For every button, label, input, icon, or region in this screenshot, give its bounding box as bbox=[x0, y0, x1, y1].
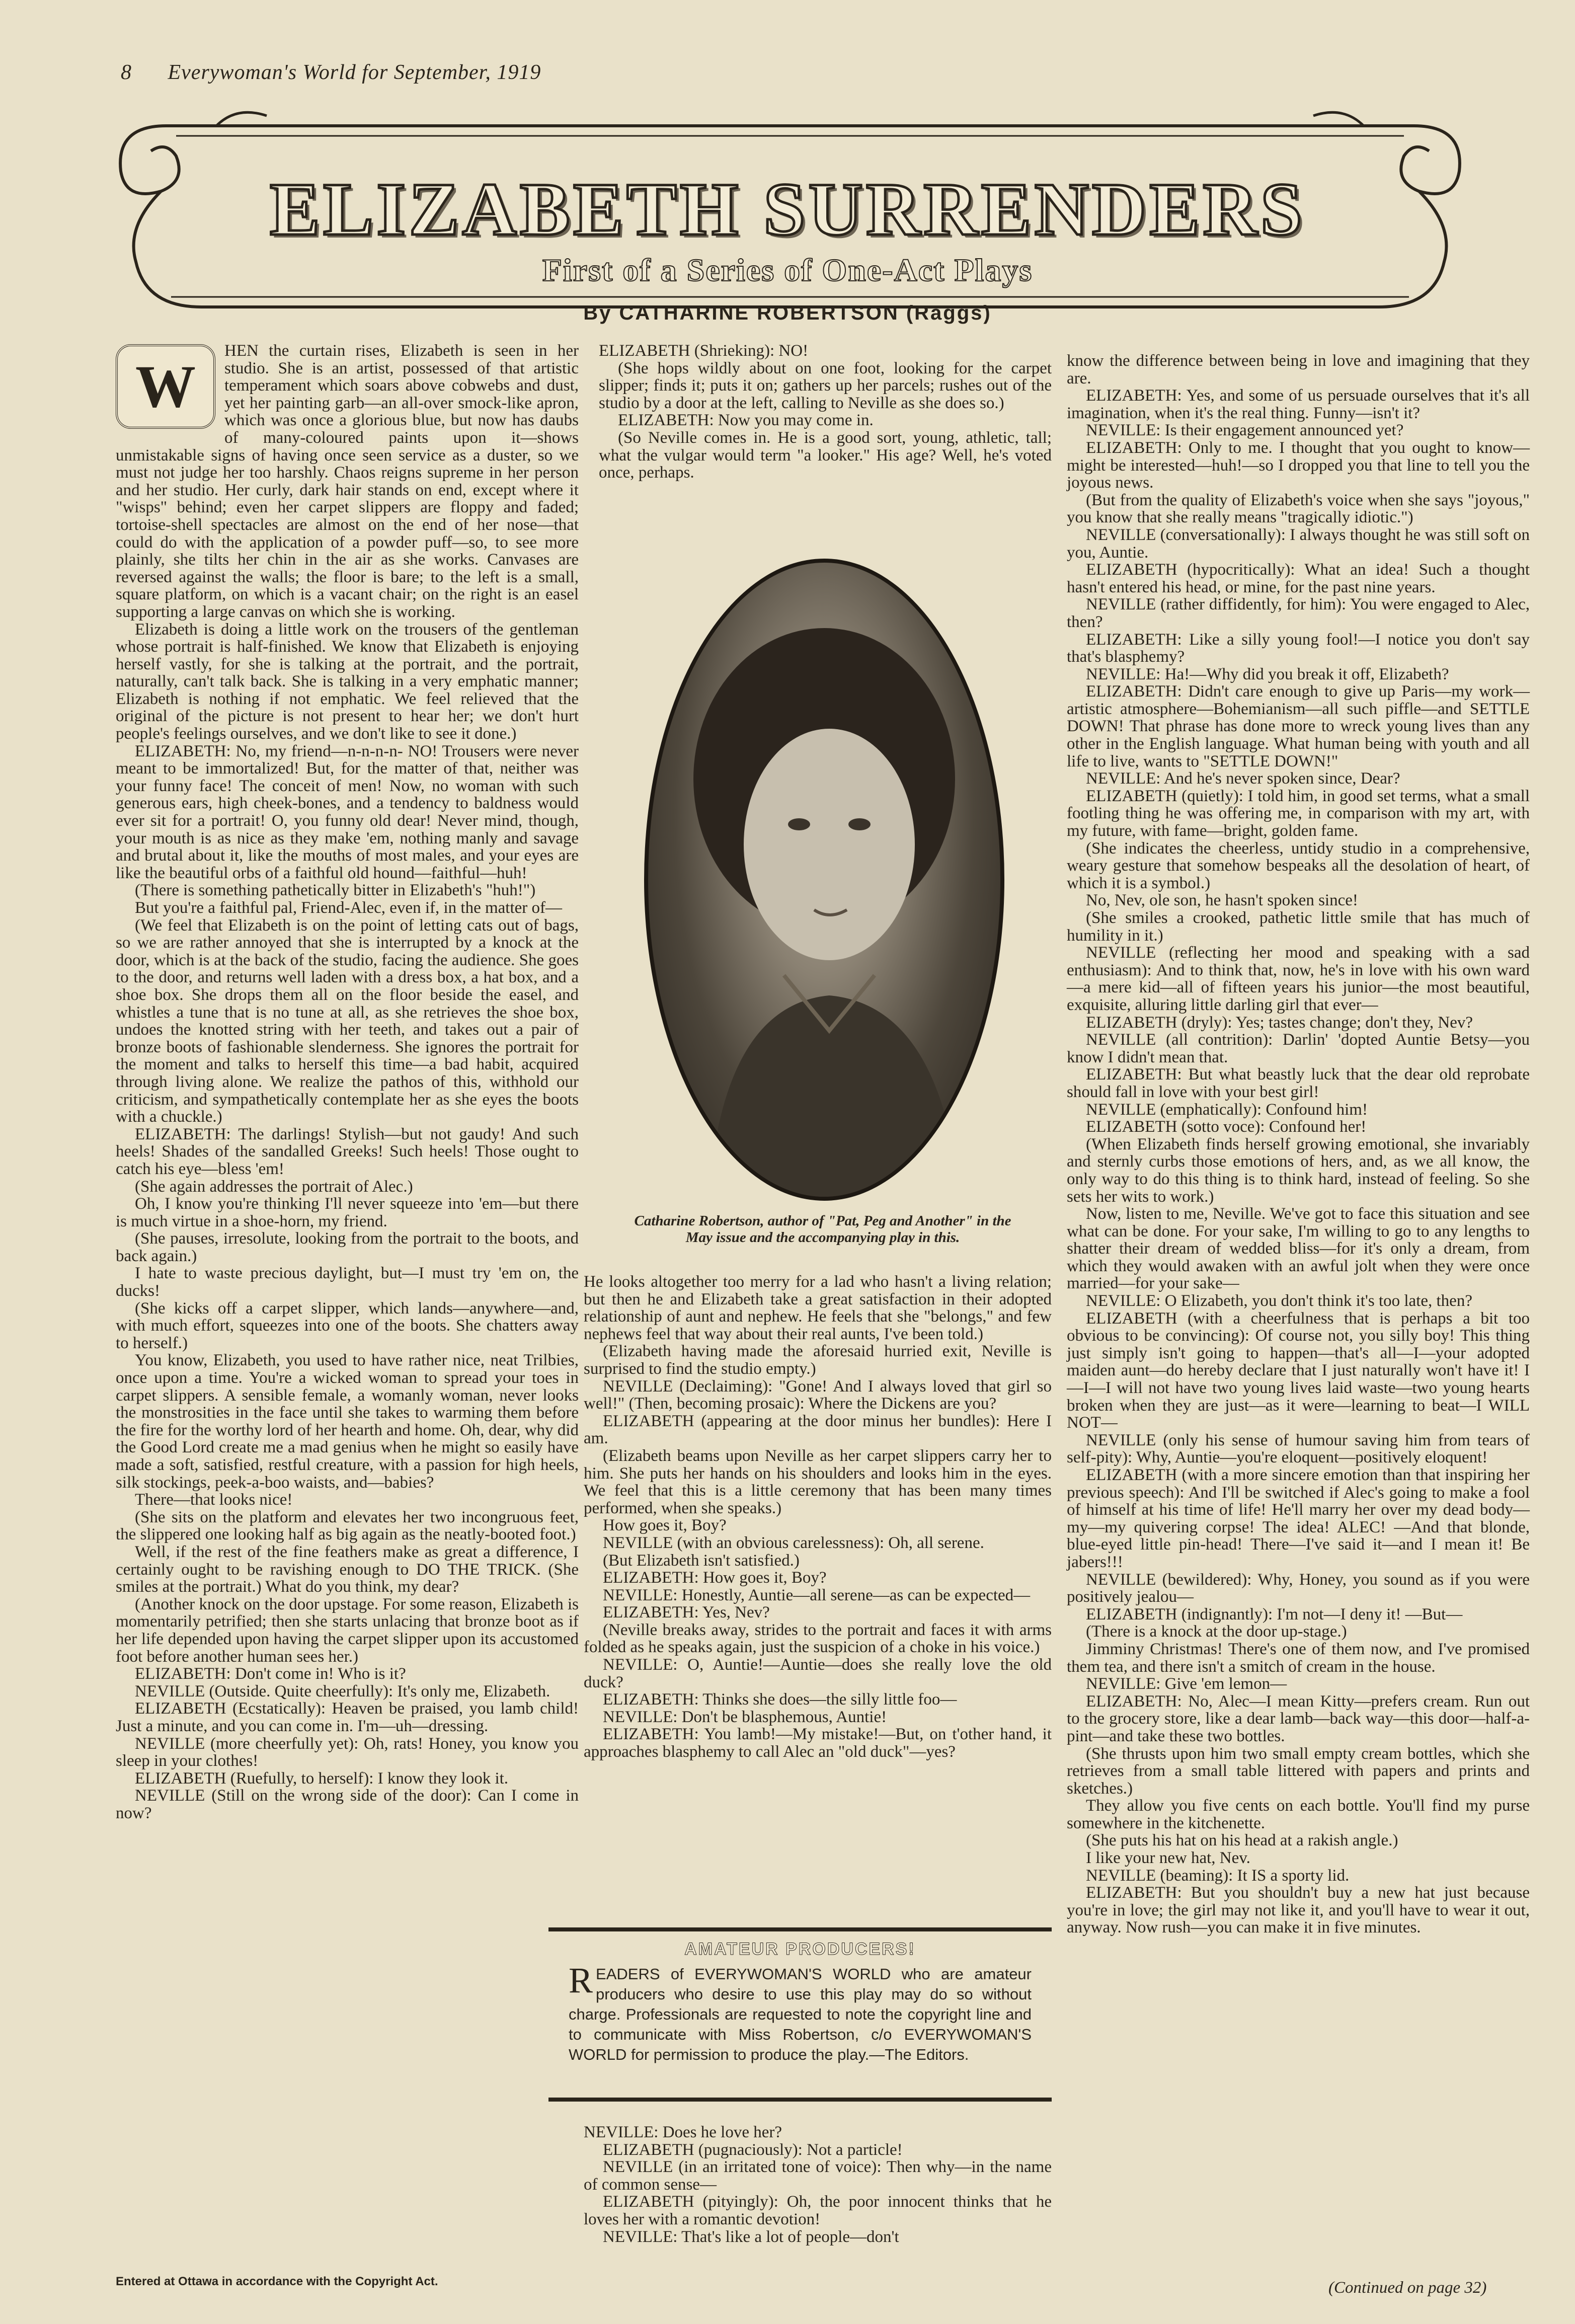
paragraph: NEVILLE (in an irritated tone of voice): Then why—in the name of common sense— bbox=[584, 2158, 1052, 2194]
paragraph: ELIZABETH (appearing at the door minus her bundles): Here I am. bbox=[584, 1412, 1052, 1448]
paragraph: Elizabeth is doing a little work on the trousers of the gentleman whose portrait is half-finished. We know that Elizabeth is enjoying herself vastly, for she is talking at the portrait, and the portrait, naturally, can't talk back. She is talking in a very emphatic manner; Elizabeth is nothing if not emphatic. We feel relieved that the original of the picture is not present to hear her; we don't hurt people's feelings ourselves, and we don't like to see it done.) bbox=[116, 620, 579, 743]
paragraph: ELIZABETH: No, Alec—I mean Kitty—prefers cream. Run out to the grocery store, like a dear lamb—back way—this door—half-a-pint—and take these two bottles. bbox=[1067, 1692, 1530, 1745]
copyright-footnote: Entered at Ottawa in accordance with the Copyright Act. bbox=[116, 2275, 438, 2288]
paragraph: NEVILLE (beaming): It IS a sporty lid. bbox=[1086, 1866, 1350, 1885]
paragraph: NEVILLE (Declaiming): "Gone! And I always loved that girl so well!" (Then, becoming prosaic): Where the Dickens are you? bbox=[584, 1377, 1052, 1413]
paragraph: NEVILLE: And he's never spoken since, Dear? bbox=[1086, 769, 1400, 788]
paragraph: ELIZABETH (with a cheerfulness that is perhaps a bit too obvious to be convincing): Of course not, you silly boy! This thing just simply isn't going to happen—that's all—I—your adopted maiden aunt—do hereby declare that I just naturally won't have it! I—I—I will not have two young lives laid waste—two young hearts broken when they are just—as it were—learning to beat—I WILL NOT— bbox=[1067, 1309, 1530, 1432]
right-column bbox=[1067, 352, 1530, 2305]
paragraph: No, Nev, ole son, he hasn't spoken since! bbox=[1086, 891, 1358, 910]
paragraph: ELIZABETH: Like a silly young fool!—I notice you don't say that's blasphemy? bbox=[1067, 630, 1530, 666]
paragraph: (She thrusts upon him two small empty cream bottles, which she retrieves from a small table littered with papers and prints and sketches.) bbox=[1067, 1744, 1530, 1798]
paragraph: (She pauses, irresolute, looking from the portrait to the boots, and back again.) bbox=[116, 1229, 579, 1265]
paragraph: ELIZABETH (Ecstatically): Heaven be praised, you lamb child! Just a minute, and you can come in. I'm—uh—dressing. bbox=[116, 1699, 579, 1735]
paragraph: NEVILLE: Does he love her? bbox=[584, 2123, 782, 2141]
paragraph: ELIZABETH: Yes, Nev? bbox=[603, 1603, 770, 1622]
paragraph: (She again addresses the portrait of Alec.) bbox=[135, 1177, 413, 1196]
notice-drop-cap: R bbox=[569, 1960, 593, 2000]
paragraph: He looks altogether too merry for a lad who hasn't a living relation; but then he and Elizabeth take a great satisfaction in their adopted relationship of aunt and nephew. He feels that she "belongs," and few nephews feel that way about their real aunts, I've been told.) bbox=[584, 1273, 1052, 1343]
paragraph: (Elizabeth having made the aforesaid hurried exit, Neville is surprised to find the studio empty.) bbox=[584, 1342, 1052, 1378]
paragraph: ELIZABETH: Now you may come in. bbox=[618, 411, 874, 430]
paragraph: NEVILLE: That's like a lot of people—don't bbox=[603, 2227, 899, 2246]
paragraph: ELIZABETH: Didn't care enough to give up Paris—my work—artistic atmosphere—Bohemianism—all such piffle—and SETTLE DOWN! That phrase has done more to wreck young lives than any other in the English language. What human being with youth and all life to live, wants to "SETTLE DOWN!" bbox=[1067, 682, 1530, 770]
paragraph: (She smiles a crooked, pathetic little smile that has much of humility in it.) bbox=[1067, 909, 1530, 945]
paragraph: (So Neville comes in. He is a good sort, young, athletic, tall; what the vulgar would term "a looker." His age? Well, he's voted once, perhaps. bbox=[599, 428, 1052, 482]
paragraph: (Elizabeth beams upon Neville as her carpet slippers carry her to him. She puts her hands on his shoulders and looks him in the eyes. We feel that this is a little ceremony that has been many times performed, when she speaks.) bbox=[584, 1446, 1052, 1517]
paragraph: ELIZABETH (pugnaciously): Not a particle! bbox=[603, 2140, 903, 2159]
paragraph: NEVILLE: O Elizabeth, you don't think it's too late, then? bbox=[1086, 1292, 1472, 1310]
paragraph: (There is something pathetically bitter in Elizabeth's "huh!") bbox=[135, 881, 536, 900]
paragraph: (She hops wildly about on one foot, looking for the carpet slipper; finds it; puts it on; gathers up her parcels; rushes out of the studio by a door at the left, calling to Neville as she does so.) bbox=[599, 359, 1052, 412]
paragraph: ELIZABETH: Thinks she does—the silly little foo— bbox=[603, 1690, 957, 1709]
notice-body bbox=[569, 1960, 1032, 2065]
paragraph: I like your new hat, Nev. bbox=[1086, 1849, 1250, 1868]
paragraph: NEVILLE (conversationally): I always thought he was still soft on you, Auntie. bbox=[1067, 525, 1530, 562]
middle-column-top bbox=[599, 342, 1052, 544]
paragraph: ELIZABETH (hypocritically): What an idea! Such a thought hasn't entered his head, or mine, for the past nine years. bbox=[1067, 561, 1530, 596]
middle-column-bottom bbox=[584, 1273, 1052, 1902]
paragraph: NEVILLE: Give 'em lemon— bbox=[1086, 1675, 1287, 1693]
paragraph: ELIZABETH (pityingly): Oh, the poor innocent thinks that he loves her with a romantic devotion! bbox=[584, 2193, 1052, 2228]
paragraph: ELIZABETH (with a more sincere emotion than that inspiring her previous speech): And I'll be switched if Alec's going to make a fool of himself at his time of life! He'll marry her over my dead body—my—my quivering corpse! The idea! ALEC! —And that blonde, blue-eyed little pin-head! There—I've said it—and I mean it! Be jabers!!! bbox=[1067, 1466, 1530, 1571]
paragraph: NEVILLE (emphatically): Confound him! bbox=[1086, 1100, 1368, 1119]
middle-column-end bbox=[584, 2124, 1052, 2305]
author-portrait bbox=[644, 559, 1004, 1201]
article-subtitle: First of a Series of One-Act Plays bbox=[542, 252, 1033, 288]
paragraph: (She puts his hat on his head at a rakish angle.) bbox=[1086, 1831, 1398, 1850]
paragraph: (She kicks off a carpet slipper, which lands—anywhere—and, with much effort, squeezes into one of the boots. She chatters away to herself.) bbox=[116, 1299, 579, 1352]
paragraph: ELIZABETH (Shrieking): NO! bbox=[599, 342, 809, 360]
paragraph: ELIZABETH: You lamb!—My mistake!—But, on t'other hand, it approaches blasphemy to call Alec an "old duck"—yes? bbox=[584, 1725, 1052, 1761]
paragraph: ELIZABETH: Only to me. I thought that you ought to know—might be interested—huh!—so I dropped you that line to tell you the joyous news. bbox=[1067, 438, 1530, 492]
paragraph: ELIZABETH: How goes it, Boy? bbox=[603, 1569, 827, 1587]
paragraph: ELIZABETH: But what beastly luck that the dear old reprobate should fall in love with your best girl! bbox=[1067, 1065, 1530, 1101]
drop-cap: W bbox=[116, 344, 215, 429]
paragraph: (She sits on the platform and elevates her two incongruous feet, the slippered one looking half as big again as the neatly-booted foot.) bbox=[116, 1508, 579, 1544]
paragraph: NEVILLE (bewildered): Why, Honey, you sound as if you were positively jealou— bbox=[1067, 1570, 1530, 1606]
paragraph: (But from the quality of Elizabeth's voice when she says "joyous," you know that she really means "tragically idiotic.") bbox=[1067, 491, 1530, 527]
paragraph: ELIZABETH (sotto voce): Confound her! bbox=[1086, 1118, 1367, 1136]
paragraph: You know, Elizabeth, you used to have rather nice, neat Trilbies, once upon a time. You're a wicked woman to spread your toes in carpet slippers. A sensible female, a womanly woman, never looks the monstrosities in the face until she takes to warming them before the fire for the worthy lord of her hearth and home. Oh, dear, why did the Good Lord create me a mad genius when he might so easily have made a soft, satisfied, restful creature, with a passion for high heels, silk stockings, peek-a-boo waists, and—babies? bbox=[116, 1351, 579, 1492]
paragraph: But you're a faithful pal, Friend-Alec, even if, in the matter of— bbox=[135, 899, 563, 917]
paragraph: How goes it, Boy? bbox=[603, 1516, 727, 1535]
paragraph: NEVILLE (Outside. Quite cheerfully): It's only me, Elizabeth. bbox=[135, 1682, 550, 1700]
paragraph: NEVILLE: O, Auntie!—Auntie—does she really love the old duck? bbox=[584, 1656, 1052, 1691]
publication-name: Everywoman's World for September, 1919 bbox=[168, 61, 541, 84]
paragraph: NEVILLE (with an obvious carelessness): Oh, all serene. bbox=[603, 1533, 984, 1552]
paragraph: ELIZABETH: No, my friend—n-n-n-n- NO! Trousers were never meant to be immortalized! But, for the matter of that, neither was your funny face! The conceit of men! Now, no woman with such generous ears, high cheek-bones, and a tendency to baldness would ever sit for a portrait! O, you funny old dear! Never mind, though, your mouth is as nice as they make 'em, nothing manly and savage and brutal about it, like the mouths of most males, and your eyes are like the beautiful orbs of a faithful old hound—faithful—huh! bbox=[116, 742, 579, 882]
paragraph: ELIZABETH (indignantly): I'm not—I deny it! —But— bbox=[1086, 1605, 1463, 1623]
running-header bbox=[121, 60, 541, 85]
paragraph: NEVILLE: Honestly, Auntie—all serene—as can be expected— bbox=[603, 1586, 1031, 1604]
paragraph: Well, if the rest of the fine feathers make as great a difference, I certainly ought to be ravishing enough to DO THE TRICK. (She smiles at the portrait.) What do you think, my dear? bbox=[116, 1542, 579, 1596]
paragraph: know the difference between being in love and imagining that they are. bbox=[1067, 352, 1530, 388]
continued-notice: (Continued on page 32) bbox=[1328, 2279, 1487, 2297]
paragraph: HEN the curtain rises, Elizabeth is seen in her studio. She is an artist, possessed of that artistic temperament which soars above cobwebs and dust, yet her painting garb—an all-over smock-like apron, which was once a glorious blue, but now has daubs of many-coloured paints upon it—shows unmistakable signs of having once seen service as a duster, so we must not judge her too harshly. Chaos reigns supreme in her person and her studio. Her curly, dark hair stands on end, except where it "wisps" behind; even her carpet slippers are floppy and faded; tortoise-shell spectacles are almost on the end of her nose—that could do with the application of a powder puff—so, to see more plainly, she tilts her chin in the air as she works. Canvases are reversed against the walls; the floor is bare; to the left is a small, square platform, on which is a vacant chair; on the right is an easel supporting a large canvas on which she is working. bbox=[116, 342, 579, 621]
paragraph: NEVILLE: Is their engagement announced yet? bbox=[1086, 421, 1404, 440]
notice-heading: AMATEUR PRODUCERS! bbox=[684, 1940, 916, 1959]
paragraph: ELIZABETH (quietly): I told him, in good set terms, what a small footling thing he was offering me, in comparison with my art, with my future, with fame—bright, golden fame. bbox=[1067, 787, 1530, 840]
page-number: 8 bbox=[121, 61, 132, 84]
notice-text: EADERS of EVERYWOMAN'S WORLD who are amateur producers who desire to use this play may do so without charge. Professionals are requested to note the copyright line and to communicate with Miss Robertson, c/o EVERYWOMAN'S WORLD for permission to produce the play.—The Editors. bbox=[569, 1965, 1032, 2063]
paragraph: (Another knock on the door upstage. For some reason, Elizabeth is momentarily petrified; then she starts unlacing that bronze boot as if her life depended upon having the carpet slipper upon its accustomed foot before another human sees her.) bbox=[116, 1595, 579, 1666]
paragraph: NEVILLE (rather diffidently, for him): You were engaged to Alec, then? bbox=[1067, 595, 1530, 631]
paragraph: (But Elizabeth isn't satisfied.) bbox=[603, 1551, 800, 1570]
paragraph: (Neville breaks away, strides to the portrait and faces it with arms folded as he speaks again, just the suspicion of a choke in his voice.) bbox=[584, 1620, 1052, 1657]
amateur-producers-notice bbox=[548, 1927, 1052, 2102]
paragraph: NEVILLE: Don't be blasphemous, Auntie! bbox=[603, 1708, 887, 1726]
paragraph: I hate to waste precious daylight, but—I must try 'em on, the ducks! bbox=[116, 1264, 579, 1300]
paragraph: Oh, I know you're thinking I'll never squeeze into 'em—but there is much virtue in a shoe-horn, my friend. bbox=[116, 1195, 579, 1230]
paragraph: ELIZABETH: The darlings! Stylish—but not gaudy! And such heels! Shades of the sandalled Greeks! Such heels! Those ought to catch his eye—bless 'em! bbox=[116, 1125, 579, 1178]
article-title: ELIZABETH SURRENDERS bbox=[269, 168, 1306, 251]
paragraph: NEVILLE (Still on the wrong side of the door): Can I come in now? bbox=[116, 1787, 579, 1822]
paragraph: NEVILLE (only his sense of humour saving him from tears of self-pity): Why, Auntie—you're eloquent—positively eloquent! bbox=[1067, 1431, 1530, 1467]
paragraph: Now, listen to me, Neville. We've got to face this situation and see what can be done. For your sake, I'm willing to go to any lengths to shatter their dream of wedded bliss—for it's only a dream, from which they would awaken with an awful jolt when they were once married—for your sake— bbox=[1067, 1205, 1530, 1293]
left-column bbox=[116, 342, 579, 2295]
paragraph: (We feel that Elizabeth is on the point of letting cats out of bags, so we are rather annoyed that she is interrupted by a knock at the door, which is at the back of the studio, facing the audience. She goes to the door, and returns well laden with a dress box, a hat box, and a shoe box. She drops them all on the floor beside the easel, and whistles a tune that is no tune at all, as she retrieves the shoe box, undoes the knotted string with her teeth, and takes out a pair of bronze boots of fashionable slenderness. She ignores the portrait for the moment and talks to herself this time—a bad habit, acquired through living alone. We realize the pathos of this, withhold our criticism, and sympathetically contemplate her as she eyes the boots with a chuckle.) bbox=[116, 916, 579, 1126]
byline: By CATHARINE ROBERTSON (Raggs) bbox=[583, 302, 992, 324]
paragraph: ELIZABETH: But you shouldn't buy a new hat just because you're in love; the girl may not like it, and you'll have to wear it out, anyway. Now rush—you can make it in five minutes. bbox=[1067, 1884, 1530, 1937]
paragraph: ELIZABETH (dryly): Yes; tastes change; don't they, Nev? bbox=[1086, 1013, 1473, 1032]
paragraph: (She indicates the cheerless, untidy studio in a comprehensive, weary gesture that somehow bespeaks all the desolation of heart, of which it is a symbol.) bbox=[1067, 839, 1530, 892]
portrait-caption: Catharine Robertson, author of "Pat, Peg and Another" in the May issue and the accompanying play in this. bbox=[634, 1213, 1011, 1246]
paragraph: NEVILLE (reflecting her mood and speaking with a sad enthusiasm): And to think that, now, he's in love with his own ward—a mere kid—all of fifteen years his junior—the most beautiful, exquisite, alluring little darling girl that ever— bbox=[1067, 944, 1530, 1014]
paragraph: NEVILLE (all contrition): Darlin' 'dopted Auntie Betsy—you know I didn't mean that. bbox=[1067, 1031, 1530, 1066]
paragraph: ELIZABETH: Don't come in! Who is it? bbox=[135, 1665, 406, 1683]
paragraph: They allow you five cents on each bottle. You'll find my purse somewhere in the kitchenette. bbox=[1067, 1797, 1530, 1832]
paragraph: (There is a knock at the door up-stage.) bbox=[1086, 1622, 1347, 1641]
paragraph: NEVILLE: Ha!—Why did you break it off, Elizabeth? bbox=[1086, 665, 1449, 683]
paragraph: ELIZABETH: Yes, and some of us persuade ourselves that it's all imagination, when it's the real thing. Funny—isn't it? bbox=[1067, 386, 1530, 422]
paragraph: NEVILLE (more cheerfully yet): Oh, rats! Honey, you know you sleep in your clothes! bbox=[116, 1734, 579, 1770]
paragraph: There—that looks nice! bbox=[135, 1491, 293, 1509]
paragraph: ELIZABETH (Ruefully, to herself): I know they look it. bbox=[135, 1769, 509, 1788]
paragraph: (When Elizabeth finds herself growing emotional, she invariably and sternly curbs those emotions of hers, and, as we all know, the only way to do this thing is to think hard, instead of feeling. So she sets her wits to work.) bbox=[1067, 1135, 1530, 1206]
paragraph: Jimminy Christmas! There's one of them now, and I've promised them tea, and there isn't a smitch of cream in the house. bbox=[1067, 1640, 1530, 1676]
